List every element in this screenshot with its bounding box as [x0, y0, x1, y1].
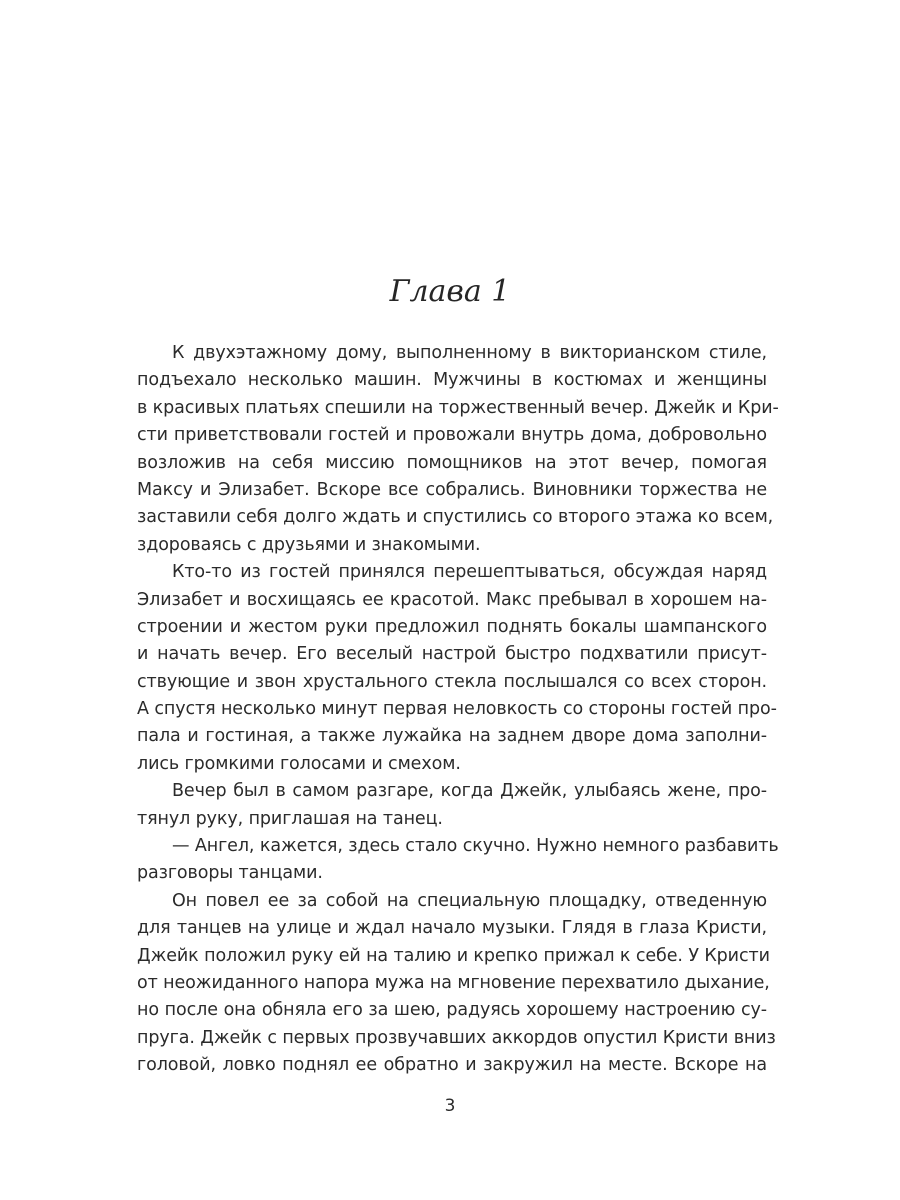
text-line: в красивых платьях спешили на торжественный вечер. Джейк и Кри- — [137, 397, 779, 418]
text-line: для танцев на улице и ждал начало музыки. Глядя в глаза Кристи, — [137, 918, 767, 939]
text-line: здороваясь с друзьями и знакомыми. — [137, 534, 481, 555]
chapter-title: Глава 1 — [389, 274, 511, 309]
text-line: лись громкими голосами и смехом. — [137, 753, 461, 774]
text-line: подъехало несколько машин. Мужчины в костюмах и женщины — [137, 370, 767, 391]
text-line: разговоры танцами. — [137, 863, 323, 884]
text-line: пруга. Джейк с первых прозвучавших аккордов опустил Кристи вниз — [137, 1027, 776, 1048]
text-line: А спустя несколько минут первая неловкость со стороны гостей про- — [137, 699, 777, 720]
text-line: пала и гостиная, а также лужайка на заднем дворе дома заполни- — [137, 726, 767, 747]
text-line: Джейк положил руку ей на талию и крепко прижал к себе. У Кристи — [137, 945, 770, 966]
text-line: ствующие и звон хрустального стекла послышался со всех сторон. — [137, 671, 767, 692]
text-line: тянул руку, приглашая на танец. — [137, 808, 443, 829]
text-line: Максу и Элизабет. Вскоре все собрались. Виновники торжества не — [137, 479, 767, 500]
text-line: но после она обняла его за шею, радуясь хорошему настроению су- — [137, 1000, 767, 1021]
text-line: и начать вечер. Его веселый настрой быстро подхватили присут- — [137, 644, 767, 665]
text-line: Кто-то из гостей принялся перешептываться, обсуждая наряд — [172, 562, 767, 583]
text-line: возложив на себя миссию помощников на этот вечер, помогая — [137, 452, 767, 473]
text-line: Элизабет и восхищаясь ее красотой. Макс пребывал в хорошем на- — [137, 589, 767, 610]
text-line: строении и жестом руки предложил поднять бокалы шампанского — [137, 616, 767, 637]
page-number: 3 — [444, 1096, 456, 1116]
text-line: Он повел ее за собой на специальную площадку, отведенную — [172, 890, 767, 911]
text-line: заставили себя долго ждать и спустились со второго этажа ко всем, — [137, 507, 774, 528]
text-line: — Ангел, кажется, здесь стало скучно. Нужно немного разбавить — [172, 836, 779, 857]
text-line: Вечер был в самом разгаре, когда Джейк, улыбаясь жене, про- — [172, 781, 767, 802]
text-line: К двухэтажному дому, выполненному в викторианском стиле, — [172, 343, 767, 363]
chapter-body — [137, 340, 779, 1080]
text-line: сти приветствовали гостей и провожали внутрь дома, добровольно — [137, 425, 767, 446]
text-line: головой, ловко поднял ее обратно и закружил на месте. Вскоре на — [137, 1055, 767, 1076]
text-line: от неожиданного напора мужа на мгновение перехватило дыхание, — [137, 972, 770, 993]
